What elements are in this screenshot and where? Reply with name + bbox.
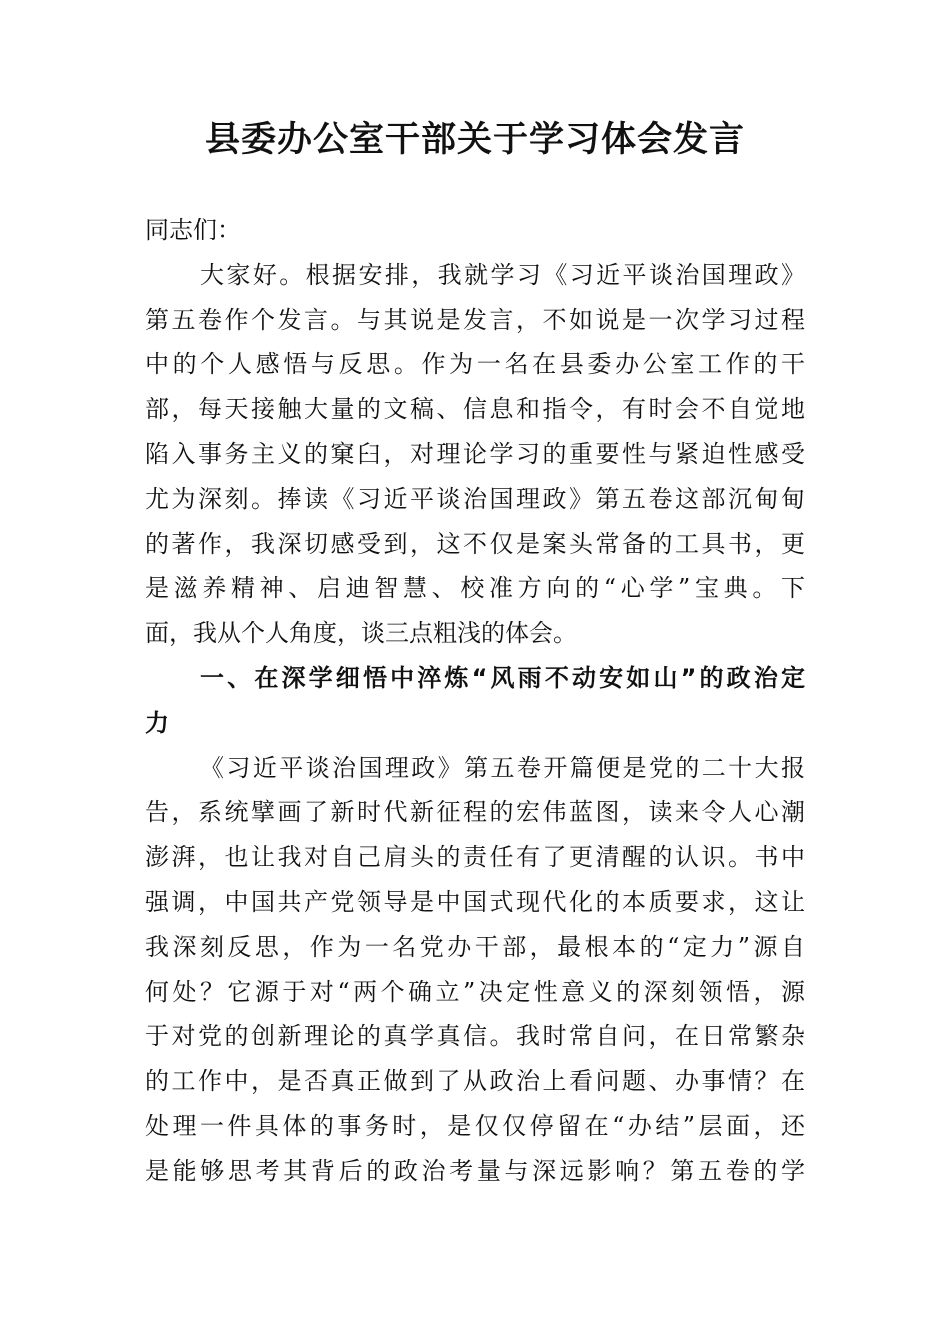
paragraph-line: 中的个人感悟与反思。作为一名在县委办公室工作的干	[145, 350, 805, 379]
paragraph-line: 何处？它源于对“两个确立”决定性意义的深刻领悟，源	[145, 977, 805, 1006]
document-title: 县委办公室干部关于学习体会发言	[204, 119, 745, 160]
paragraph-line: 于对党的创新理论的真学真信。我时常自问，在日常繁杂	[145, 1022, 805, 1051]
paragraph-line: 部，每天接触大量的文稿、信息和指令，有时会不自觉地	[145, 395, 805, 424]
paragraph-line: 陷入事务主义的窠臼，对理论学习的重要性与紧迫性感受	[145, 439, 805, 468]
paragraph-line: 大家好。根据安排，我就学习《习近平谈治国理政》	[200, 260, 805, 289]
document-body	[145, 208, 805, 1194]
paragraph-line: 我深刻反思，作为一名党办干部，最根本的“定力”源自	[145, 932, 805, 961]
paragraph-line: 面，我从个人角度，谈三点粗浅的体会。	[145, 619, 577, 648]
paragraph-line: 的著作，我深切感受到，这不仅是案头常备的工具书，更	[145, 529, 805, 558]
paragraph-line: 告，系统擘画了新时代新征程的宏伟蓝图，读来令人心潮	[145, 798, 805, 827]
salutation: 同志们：	[145, 216, 241, 244]
section-heading: 一、在深学细悟中淬炼“风雨不动安如山”的政治定	[200, 663, 805, 692]
section-heading: 力	[145, 708, 169, 737]
paragraph-line: 尤为深刻。捧读《习近平谈治国理政》第五卷这部沉甸甸	[145, 484, 805, 513]
paragraph-line: 《习近平谈治国理政》第五卷开篇便是党的二十大报	[200, 753, 805, 782]
paragraph-line: 是滋养精神、启迪智慧、校准方向的“心学”宝典。下	[145, 574, 805, 603]
paragraph-line: 处理一件具体的事务时，是仅仅停留在“办结”层面，还	[145, 1111, 805, 1140]
paragraph-line: 第五卷作个发言。与其说是发言，不如说是一次学习过程	[145, 305, 805, 334]
paragraph-line: 澎湃，也让我对自己肩头的责任有了更清醒的认识。书中	[145, 843, 805, 872]
paragraph-line: 强调，中国共产党领导是中国式现代化的本质要求，这让	[145, 887, 805, 916]
paragraph-line: 是能够思考其背后的政治考量与深远影响？第五卷的学	[145, 1156, 805, 1185]
paragraph-line: 的工作中，是否真正做到了从政治上看问题、办事情？在	[145, 1067, 805, 1096]
